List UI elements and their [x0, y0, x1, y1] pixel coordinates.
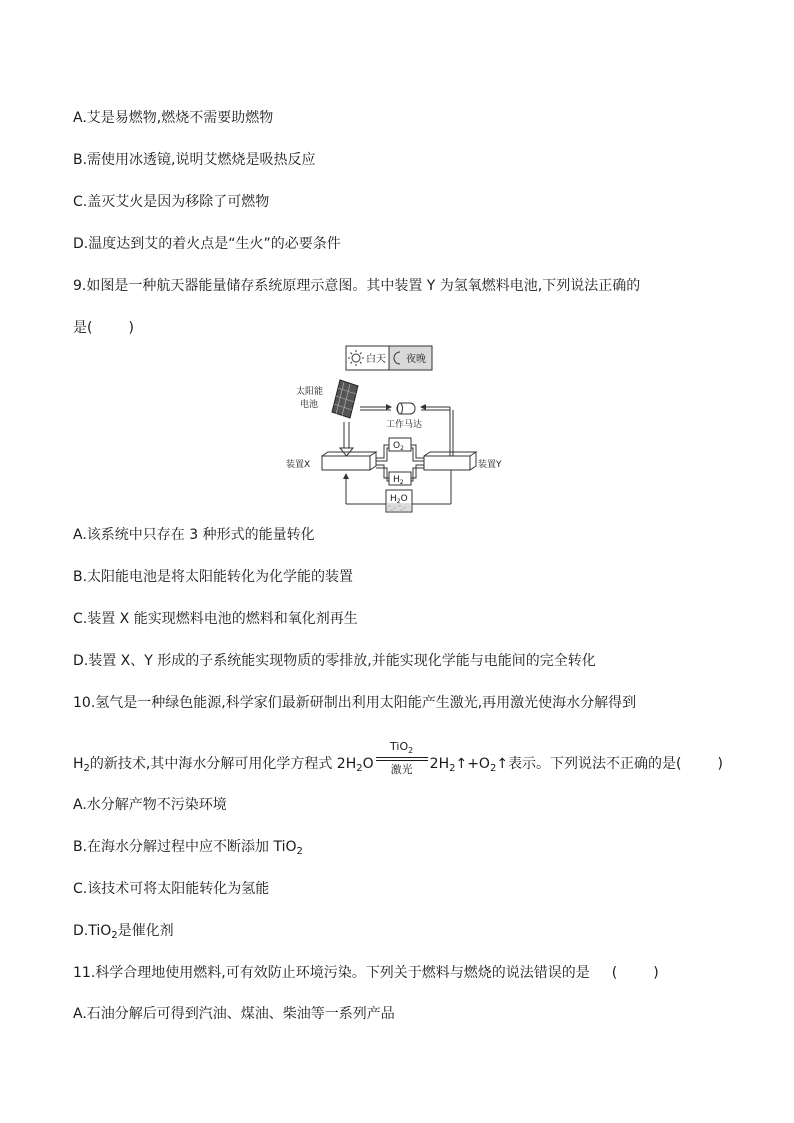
q9-stem-text: 是(	[73, 320, 93, 336]
device-x-label: 装置X	[286, 460, 311, 470]
q9-stem-line2	[73, 318, 134, 338]
q8-option-d: D.温度达到艾的着火点是“生火”的必要条件	[73, 236, 341, 252]
device-y-label: 装置Y	[478, 460, 502, 470]
solar-label-1: 太阳能	[296, 387, 324, 397]
q8-option-c: C.盖灭艾火是因为移除了可燃物	[73, 194, 270, 210]
q10-option-b: B.在海水分解过程中应不断添加 TiO$_2$	[73, 839, 303, 857]
day-label: 白天	[366, 354, 386, 365]
q11-stem: 11.科学合理地使用燃料,可有效防止环境污染。下列关于燃料与燃烧的说法错误的是 ( )	[73, 965, 659, 981]
q9-option-a: A.该系统中只存在 3 种形式的能量转化	[73, 527, 315, 543]
q10-stem-line2: $H_2$的新技术,其中海水分解可用化学方程式 $2H_2O$ TiO$_2$ 激光 $2H_2↑+O_2↑$表示。下列说法不正确的是( )	[73, 753, 723, 774]
energy-storage-diagram	[280, 344, 520, 516]
motor-label: 工作马达	[386, 420, 423, 430]
q9-stem-close: )	[128, 320, 134, 336]
q11-option-a: A.石油分解后可得到汽油、煤油、柴油等一系列产品	[73, 1006, 395, 1022]
q10-stem-line1: 10.氢气是一种绿色能源,科学家们最新研制出利用太阳能产生激光,再用激光使海水分解得到	[73, 695, 637, 711]
motor-icon	[397, 403, 415, 414]
q9-option-c: C.装置 X 能实现燃料电池的燃料和氧化剂再生	[73, 611, 358, 627]
q10-option-c: C.该技术可将太阳能转化为氢能	[73, 881, 270, 897]
q8-option-a: A.艾是易燃物,燃烧不需要助燃物	[73, 110, 274, 126]
q9-option-b: B.太阳能电池是将太阳能转化为化学能的装置	[73, 569, 354, 585]
q8-option-b: B.需使用冰透镜,说明艾燃烧是吸热反应	[73, 152, 316, 168]
water-label: $H_2O$	[390, 494, 408, 505]
q9-option-d: D.装置 X、Y 形成的子系统能实现物质的零排放,并能实现化学能与电能间的完全转化	[73, 653, 596, 669]
q10-option-d: D.TiO$_2$是催化剂	[73, 923, 174, 941]
night-label: 夜晚	[406, 354, 426, 365]
solar-label-2: 电池	[300, 400, 319, 410]
solar-panel-icon	[332, 380, 358, 418]
device-x-box	[322, 452, 376, 470]
q10-option-a: A.水分解产物不污染环境	[73, 797, 227, 813]
reaction-arrow	[376, 740, 428, 776]
condition-label: 激光	[390, 763, 413, 776]
o2-label: $O_2$	[393, 441, 404, 452]
catalyst-label: TiO$_2$	[390, 740, 414, 755]
day-night-legend	[346, 346, 432, 370]
h2-label: $H_2$	[393, 475, 404, 486]
q9-stem-line1: 9.如图是一种航天器能量储存系统原理示意图。其中装置 Y 为氢氧燃料电池,下列说法正确的	[73, 278, 641, 294]
